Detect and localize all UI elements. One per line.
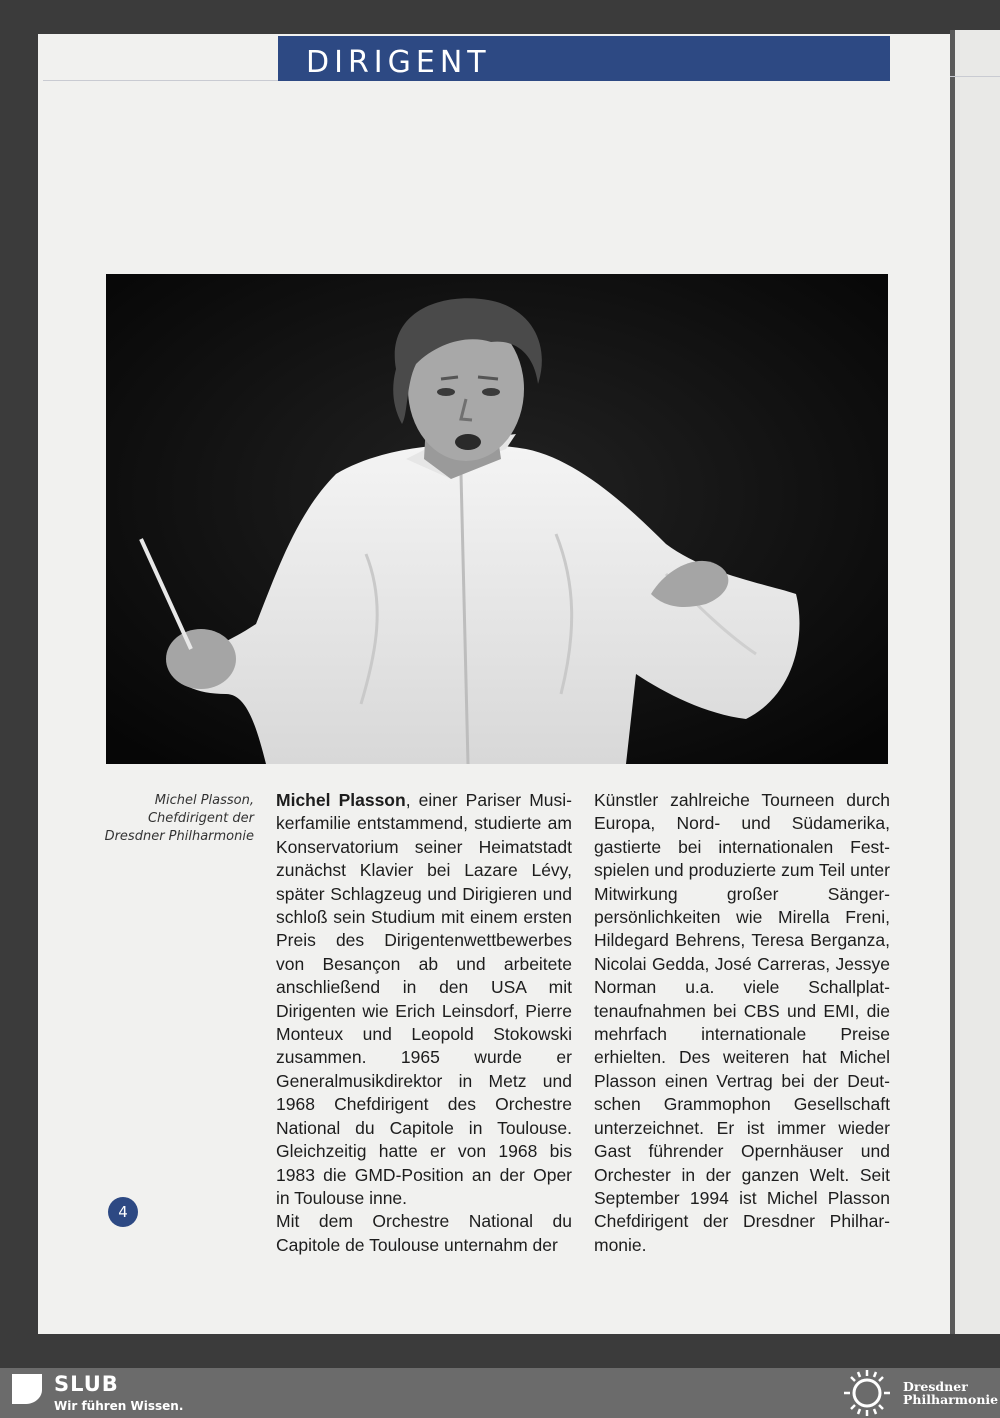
article-paragraph-1 <box>276 789 572 1210</box>
article-paragraph-2: Mit dem Orchestre National du Capitole de Toulouse unternahm der <box>276 1211 572 1255</box>
slub-tagline: Wir führen Wissen. <box>54 1399 184 1413</box>
dresdner-philharmonie-logo-icon[interactable] <box>840 1368 894 1418</box>
next-page-rule <box>950 76 1000 77</box>
slub-name[interactable]: SLUB <box>54 1372 119 1396</box>
next-page-edge <box>950 30 1000 1334</box>
article-paragraph-3: Künstler zahlreiche Tourneen durch Europa, Nord- und Südamerika, gastierte bei internationalen Festspielen und produzierte zum Teil unter Mitwirkung großer Sängerpersönlichkeiten wie Mirella Freni, Hildegard Behrens, Teresa Berganza, Nicolai Gedda, José Carreras, Jessye Norman u.a. viele Schallplattenaufnahmen bei CBS und EMI, die mehrfach internationale Preise erhielten. Des weiteren hat Michel Plasson einen Vertrag bei der Deutschen Grammophon Gesellschaft unterzeichnet. Er ist immer wieder Gast führender Opernhäuser und Orchester in der ganzen Welt. Seit September 1994 ist Michel Plasson Chefdirigent der Dresdner Philharmonie. <box>594 790 890 1255</box>
caption-line: Dresdner Philharmonie <box>104 829 254 844</box>
dp-name-line: Philharmonie <box>903 1392 999 1407</box>
page-number-badge: 4 <box>108 1197 138 1227</box>
article-column-1 <box>276 789 572 1257</box>
section-title: DIRIGENT <box>306 45 491 80</box>
dp-name-line: Dresdner <box>903 1379 968 1394</box>
header-rule <box>43 80 281 81</box>
caption-line: Michel Plasson, <box>154 793 254 808</box>
conductor-name: Michel Plasson <box>276 790 406 810</box>
article-column-2 <box>594 789 890 1257</box>
viewer-footer <box>0 1368 1000 1418</box>
page-gutter <box>950 30 955 1334</box>
paragraph-text: , einer Pariser Musikerfamilie entstammend, studierte am Konservatorium seiner Heimatstadt zunächst Klavier bei Lazare Lévy, später Schlagzeug und Dirigieren und schloß sein Studium mit einem ersten Preis des Dirigentenwettbewerbes von Besançon ab und arbeitete anschließend in den USA mit Dirigenten wie Erich Leinsdorf, Pierre Monteux und Leopold Stokowski zusammen. 1965 wurde er Generalmusikdirektor in Metz und 1968 Chefdirigent des Orchestre National du Capitole in Toulouse. Gleichzeitig hatte er von 1968 bis 1983 die GMD-Position an der Oper in Toulouse inne. <box>276 790 572 1208</box>
brochure-page <box>38 34 950 1334</box>
photo-caption <box>90 792 254 846</box>
caption-line: Chefdirigent der <box>147 811 254 826</box>
conductor-photo-illustration <box>106 274 888 764</box>
section-header-bar <box>278 36 890 81</box>
conductor-photo <box>106 274 888 764</box>
slub-logo-icon[interactable] <box>12 1374 42 1404</box>
dresdner-philharmonie-name[interactable] <box>903 1380 998 1406</box>
